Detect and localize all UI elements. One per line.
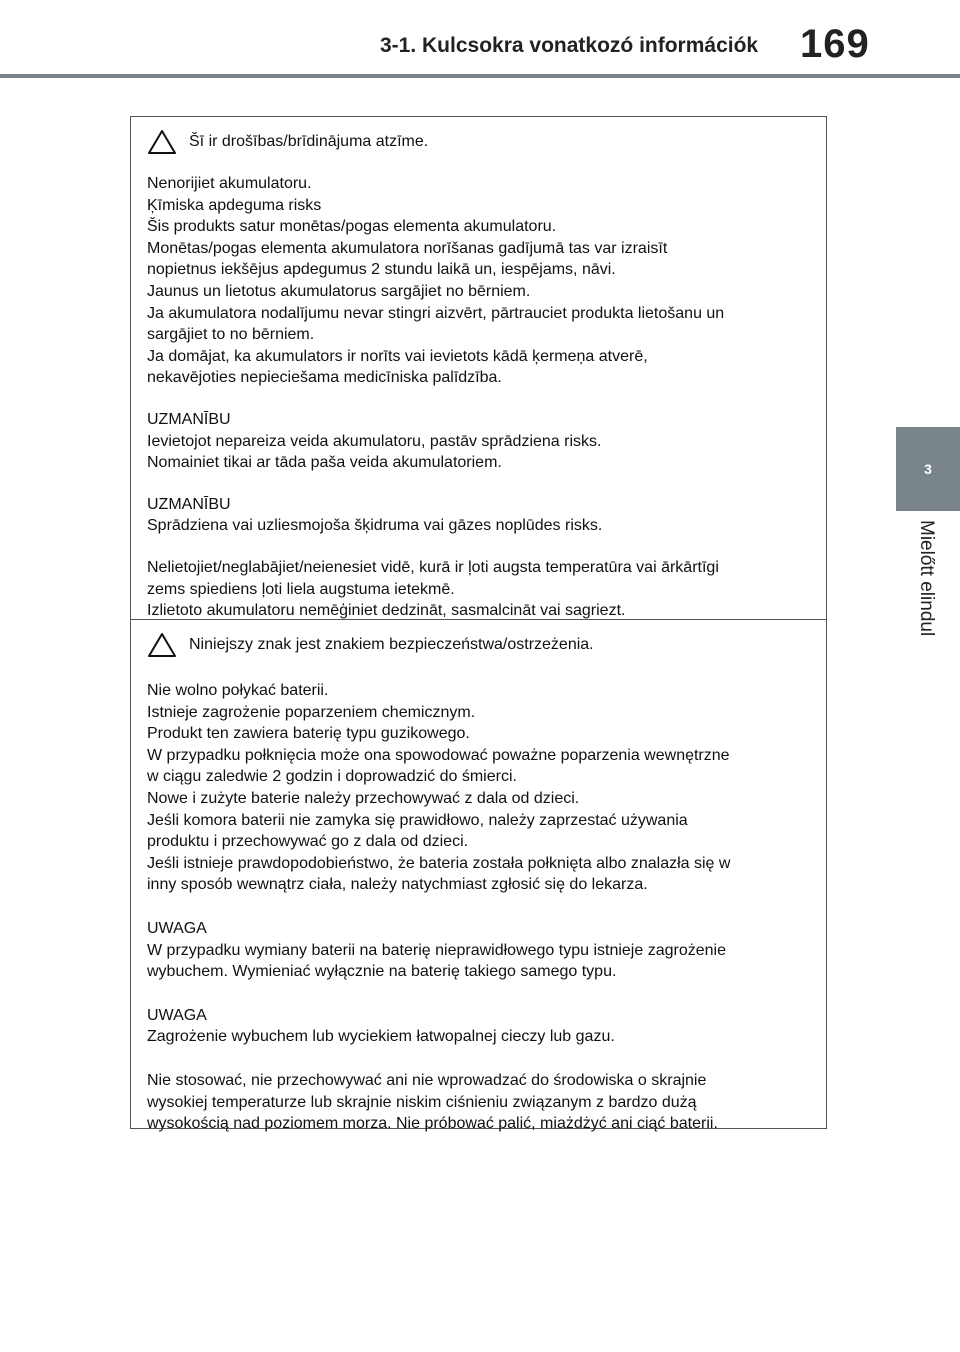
text-line: Produkt ten zawiera baterię typu guzikowego. <box>147 725 470 743</box>
text-line: Ja akumulatora nodalījumu nevar stingri aizvērt, pārtrauciet produkta lietošanu un <box>147 304 725 322</box>
text-line: Sprādziena vai uzliesmojoša šķidruma vai gāzes noplūdes risks. <box>147 517 603 535</box>
text-line: Izlietoto akumulatoru nemēģiniet dedzināt, sasmalcināt vai sagriezt. <box>147 602 626 620</box>
caution-heading: UZMANĪBU <box>147 410 231 428</box>
text-line: Jeśli istnieje prawdopodobieństwo, że bateria została połknięta albo znalazła się w <box>147 854 731 872</box>
chapter-tab <box>896 427 960 511</box>
section-title: 3-1. Kulcsokra vonatkozó információk <box>380 34 759 57</box>
text-line: produktu i przechowywać go z dala od dzieci. <box>147 833 469 851</box>
text-line: W przypadku połknięcia może ona spowodować poważne poparzenia wewnętrzne <box>147 746 730 764</box>
text-line: Monētas/pogas elementa akumulatora norīšanas gadījumā tas var izraisīt <box>147 239 668 257</box>
warning-box-polish <box>130 620 827 1133</box>
text-line: Istnieje zagrożenie poparzeniem chemicznym. <box>147 703 476 721</box>
warning-box-latvian <box>130 116 827 620</box>
symbol-text: Šī ir drošības/brīdinājuma atzīme. <box>189 133 429 150</box>
chapter-number: 3 <box>924 461 932 477</box>
text-line: sargājiet to no bērniem. <box>147 326 315 344</box>
warning-text-polish <box>147 680 812 1135</box>
text-line: Nie wolno połykać baterii. <box>147 682 329 699</box>
text-line: Ķīmiska apdeguma risks <box>147 196 322 214</box>
text-line: Nenorijiet akumulatoru. <box>147 175 312 192</box>
header-rule <box>0 74 960 78</box>
text-line: w ciągu zaledwie 2 godzin i doprowadzić do śmierci. <box>147 768 517 786</box>
chapter-label: Mielőtt elindul <box>916 520 937 637</box>
text-line: zems spiediens ļoti liela augstuma ietekmē. <box>147 580 455 598</box>
text-line: Nowe i zużyte baterie należy przechowywać z dala od dzieci. <box>147 789 580 807</box>
symbol-explanation <box>147 127 812 157</box>
text-line: nekavējoties nepieciešama medicīniska palīdzība. <box>147 369 502 387</box>
warning-triangle-icon <box>147 632 177 658</box>
text-line: Nomainiet tikai ar tāda paša veida akumulatoriem. <box>147 454 502 472</box>
page-header <box>0 0 960 80</box>
text-line: nopietnus iekšējus apdegumus 2 stundu laikā un, iespējams, nāvi. <box>147 261 616 279</box>
text-line: Jeśli komora baterii nie zamyka się prawidłowo, należy zaprzestać używania <box>147 811 688 829</box>
text-line: inny sposób wewnątrz ciała, należy natychmiast zgłosić się do lekarza. <box>147 876 648 894</box>
text-line: wysokiej temperaturze lub skrajnie niskim ciśnieniu związanym z bardzo dużą <box>147 1093 697 1111</box>
text-line: Jaunus un lietotus akumulatorus sargājiet no bērniem. <box>147 282 531 300</box>
text-line: Ievietojot nepareiza veida akumulatoru, pastāv sprādziena risks. <box>147 432 602 450</box>
text-line: W przypadku wymiany baterii na baterię nieprawidłowego typu istnieje zagrożenie <box>147 941 726 959</box>
text-line: wybuchem. Wymieniać wyłącznie na baterię takiego samego typu. <box>147 963 617 981</box>
caution-heading: UWAGA <box>147 919 207 937</box>
text-line: Šis produkts satur monētas/pogas elementa akumulatoru. <box>147 218 557 236</box>
text-line: Ja domājat, ka akumulators ir norīts vai ievietots kādā ķermeņa atverē, <box>147 347 648 365</box>
text-line: Nie stosować, nie przechowywać ani nie wprowadzać do środowiska o skrajnie <box>147 1071 707 1089</box>
text-line: Nelietojiet/neglabājiet/neienesiet vidē, kurā ir ļoti augsta temperatūra vai ārkārtīgi <box>147 558 719 576</box>
warning-triangle-icon <box>147 129 177 155</box>
warning-text-latvian <box>147 173 812 622</box>
page-number: 169 <box>800 22 870 66</box>
text-line: Zagrożenie wybuchem lub wyciekiem łatwopalnej cieczy lub gazu. <box>147 1028 615 1046</box>
symbol-explanation <box>147 630 812 660</box>
caution-heading: UWAGA <box>147 1006 207 1024</box>
symbol-text: Niniejszy znak jest znakiem bezpieczeństwa/ostrzeżenia. <box>189 636 594 653</box>
caution-heading: UZMANĪBU <box>147 495 231 513</box>
text-line: wysokością nad poziomem morza. Nie próbować palić, miażdżyć ani ciąć baterii. <box>147 1115 718 1133</box>
